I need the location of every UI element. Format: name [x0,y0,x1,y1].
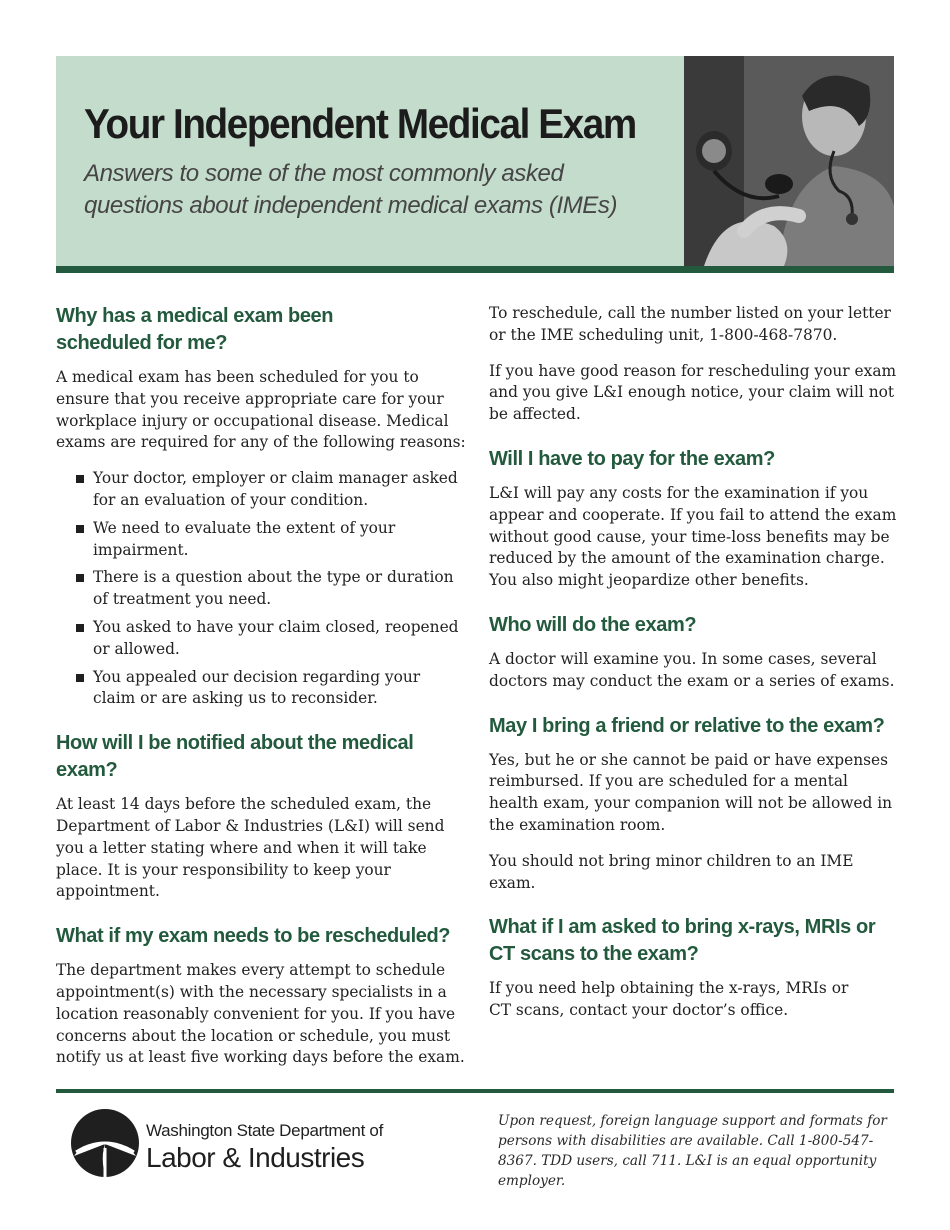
page-title: Your Independent Medical Exam [84,100,636,147]
org-name-line2: Labor & Industries [146,1142,365,1173]
list-item [56,617,466,661]
section-body: At least 14 days before the scheduled exam, the Department of Labor & Industries (L&I) will send you a letter stating where and when it will take place. It is your responsibility to keep your appointment. [56,795,445,901]
left-column [56,303,466,1089]
list-item-text: You appealed our decision regarding your claim or are asking us to reconsider. [93,667,421,708]
list-item [56,667,466,711]
list-item [56,567,466,611]
org-name [146,1120,383,1174]
section-examiner [489,612,899,693]
doctor-photo [684,56,894,266]
section-notification [56,730,466,903]
bullet-square-icon [76,624,84,632]
right-column [489,303,899,1042]
bullet-square-icon [76,674,84,682]
footer-divider [56,1089,894,1093]
section-heading: Will I have to pay for the exam? [489,447,775,470]
section-body: You should not bring minor children to an IME exam. [489,851,854,892]
accessibility-note: Upon request, foreign language support and formats for persons with disabilities are available. Call 1-800-547-8367. TDD users, call 711. L&I is an equal opportunity employer. [498,1113,887,1189]
list-item-text: Your doctor, employer or claim manager asked for an evaluation of your condition. [93,469,458,509]
list-item [56,468,466,512]
bullet-square-icon [76,574,84,582]
bullet-square-icon [76,525,84,533]
reschedule-phone-text: To reschedule, call the number listed on your letter or the IME scheduling unit, 1-800-468-7870. [489,304,891,344]
section-heading: Who will do the exam? [489,613,697,636]
section-body: A medical exam has been scheduled for you to ensure that you receive appropriate care for your workplace injury or occupational disease. Medical exams are required for any of the following reasons: [56,368,466,452]
section-heading: Why has a medical exam been scheduled for me? [56,305,334,354]
section-payment [489,446,899,592]
section-heading: How will I be notified about the medical exam? [56,732,414,782]
section-xrays [489,914,899,1022]
header-divider [56,266,894,273]
section-body: If you need help obtaining the x-rays, MRIs or CT scans, contact your doctor’s office. [489,979,849,1020]
section-companion [489,713,899,895]
org-name-line1: Washington State Department of [146,1121,384,1140]
lni-logo-icon [70,1108,140,1178]
reasons-list [56,468,466,710]
header-banner [56,56,894,266]
section-why-exam [56,303,466,710]
section-body: Yes, but he or she cannot be paid or have expenses reimbursed. If you are scheduled for a mental health exam, your companion will not be allowed in the examination room. [489,750,893,834]
bullet-square-icon [76,475,84,483]
list-item-text: There is a question about the type or duration of treatment you need. [93,568,454,609]
list-item-text: We need to evaluate the extent of your impairment. [93,518,396,559]
section-body: A doctor will examine you. In some cases, several doctors may conduct the exam or a series of exams. [489,649,895,690]
section-body: L&I will pay any costs for the examination if you appear and cooperate. If you fail to attend the exam without good cause, your time-loss benefits may be reduced by the amount of the examination charge. You also might jeopardize other benefits. [489,483,897,590]
section-reschedule [56,923,466,1069]
section-heading: What if I am asked to bring x-rays, MRIs or CT scans to the exam? [489,916,876,966]
list-item-text: You asked to have your claim closed, reopened or allowed. [93,617,459,658]
doctor-photo-illustration [684,56,894,266]
page-subtitle: Answers to some of the most commonly asked questions about independent medical exams (IMEs) [84,160,618,219]
list-item [56,518,466,562]
section-heading: May I bring a friend or relative to the exam? [489,714,885,737]
section-heading: What if my exam needs to be rescheduled? [56,925,451,948]
reschedule-notice-text: If you have good reason for rescheduling your exam and you give L&I enough notice, your claim will not be affected. [489,361,897,424]
section-body: The department makes every attempt to schedule appointment(s) with the necessary specialists in a location reasonably convenient for you. If you have concerns about the location or schedule, you must notify us at least five working days before the exam. [56,961,465,1067]
